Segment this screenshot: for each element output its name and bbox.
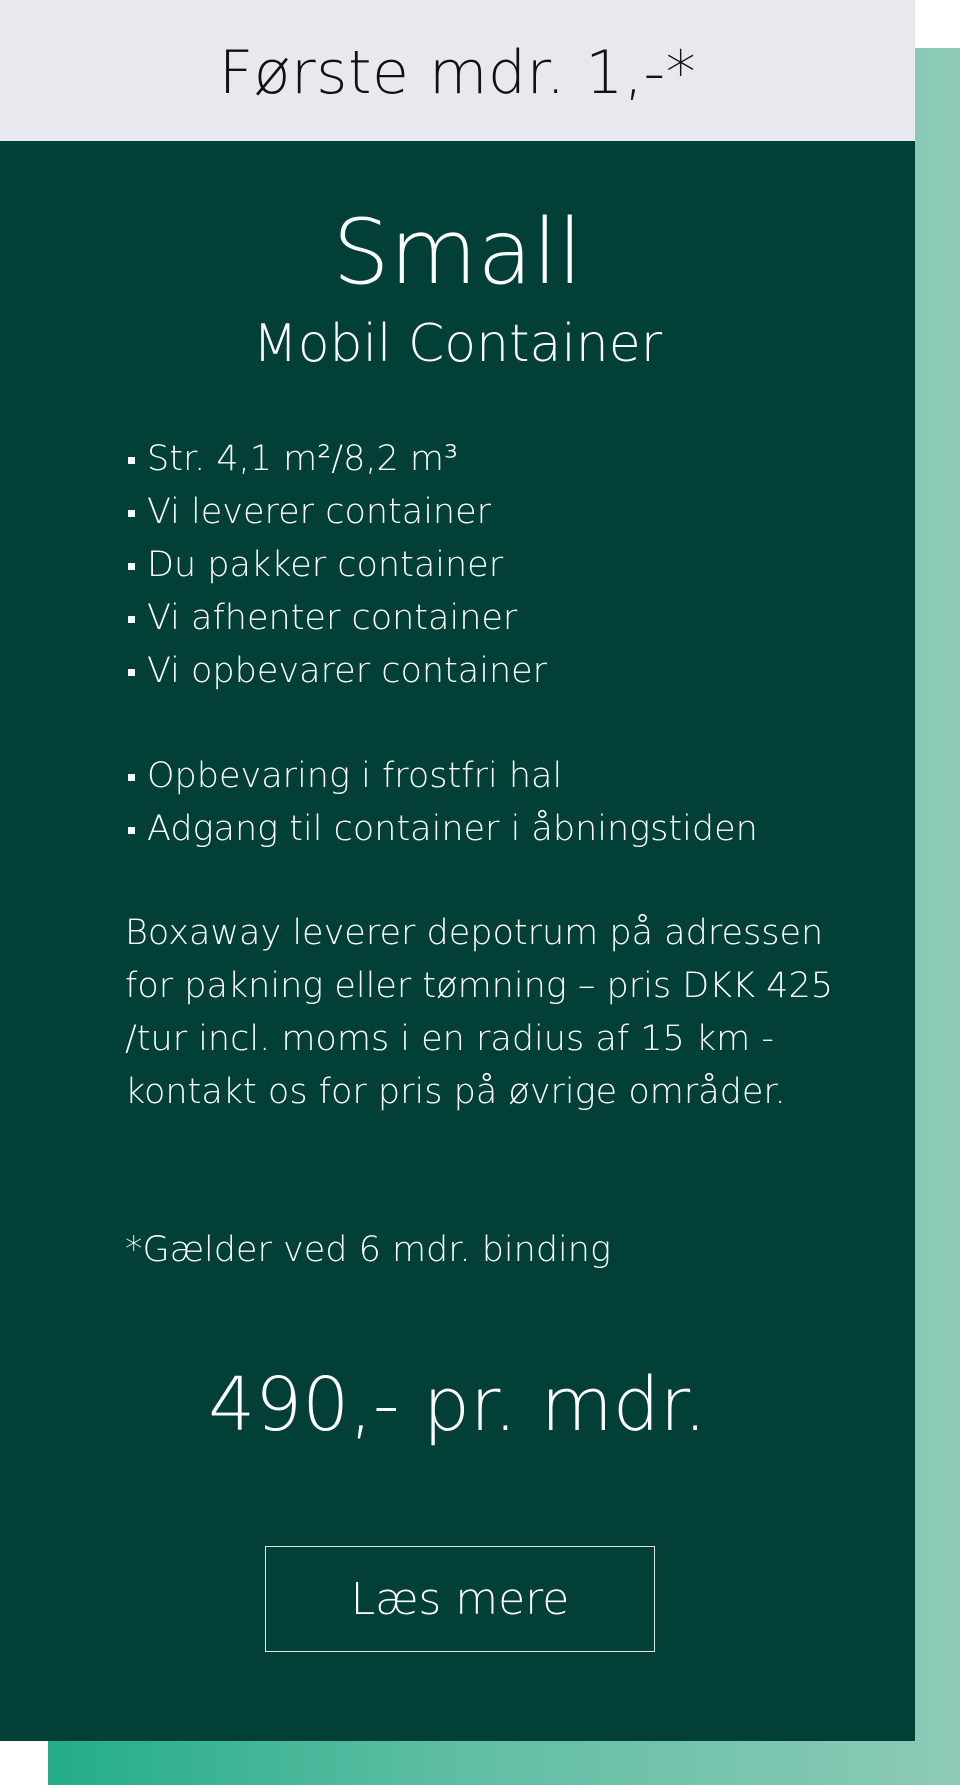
offer-banner bbox=[0, 0, 915, 141]
delivery-description: Boxaway leverer depotrum på adressen for pakning eller tømning – pris DKK 425 /tur incl. moms i en radius af 15 km - kontakt os for pris på øvrige områder. bbox=[125, 913, 833, 1112]
feature-item bbox=[125, 539, 547, 592]
feature-text: Du pakker container bbox=[147, 545, 504, 585]
offer-banner-text: Første mdr. 1,-* bbox=[218, 37, 697, 108]
feature-item bbox=[125, 803, 758, 856]
bullet-icon bbox=[128, 457, 135, 464]
feature-text: Vi opbevarer container bbox=[147, 651, 548, 691]
read-more-button[interactable]: Læs mere bbox=[265, 1546, 655, 1652]
feature-item bbox=[125, 486, 547, 539]
binding-note: *Gælder ved 6 mdr. binding bbox=[125, 1230, 611, 1270]
bullet-icon bbox=[128, 563, 135, 570]
feature-text: Str. 4,1 m²/8,2 m³ bbox=[147, 439, 458, 479]
feature-item bbox=[125, 645, 547, 698]
product-subtitle: Mobil Container bbox=[252, 314, 663, 374]
feature-item bbox=[125, 750, 758, 803]
feature-list-primary bbox=[125, 433, 547, 698]
feature-list-secondary bbox=[125, 750, 758, 856]
feature-text: Vi leverer container bbox=[147, 492, 492, 532]
bullet-icon bbox=[128, 827, 135, 834]
bullet-icon bbox=[128, 774, 135, 781]
bullet-icon bbox=[128, 510, 135, 517]
feature-text: Opbevaring i frostfri hal bbox=[147, 756, 563, 796]
bullet-icon bbox=[128, 616, 135, 623]
feature-text: Vi afhenter container bbox=[147, 598, 518, 638]
feature-item bbox=[125, 433, 547, 486]
monthly-price: 490,- pr. mdr. bbox=[208, 1362, 707, 1448]
feature-item bbox=[125, 592, 547, 645]
product-title: Small bbox=[332, 200, 583, 305]
feature-text: Adgang til container i åbningstiden bbox=[147, 809, 758, 849]
bullet-icon bbox=[128, 669, 135, 676]
